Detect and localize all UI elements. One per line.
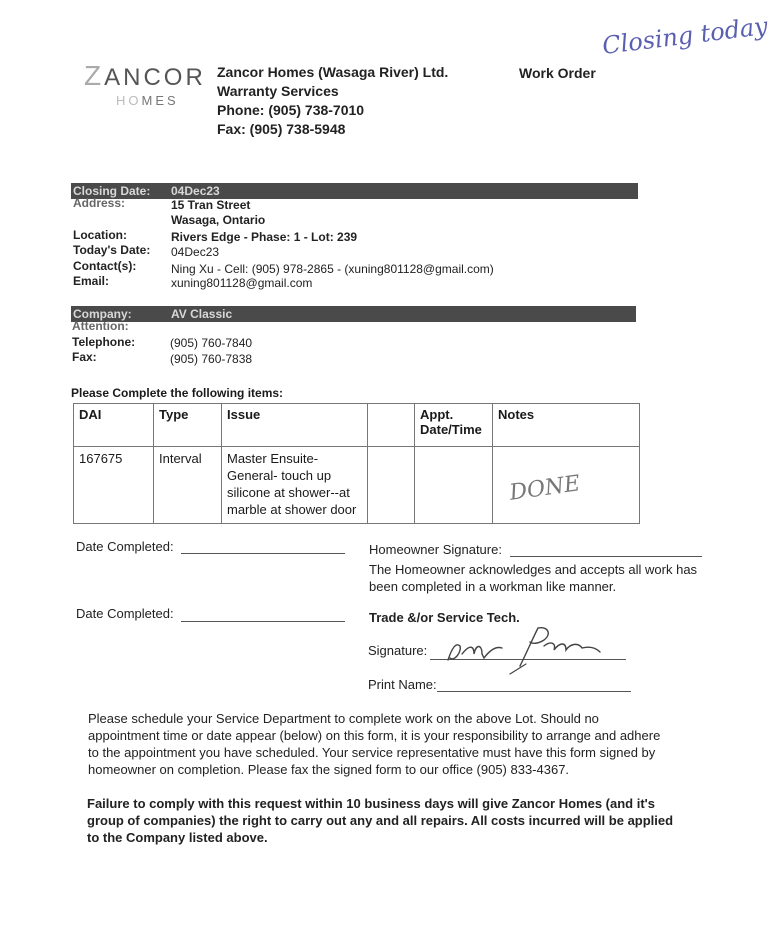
header-appt: Appt. Date/Time [415, 404, 493, 447]
done-handwriting [505, 461, 595, 511]
header-blank [368, 404, 415, 447]
warning-paragraph: Failure to comply with this request within 10 business days will give Zancor Homes (and it's group of companies) the right to carry out any and all repairs. All costs incurred will be applied to the Company listed above. [87, 796, 674, 845]
closing-date-bar [71, 183, 638, 199]
items-section-title: Please Complete the following items: [71, 386, 284, 400]
items-header-row [74, 404, 640, 447]
logo-sub-faded: HO [116, 93, 142, 108]
logo-sub-rest: MES [141, 93, 179, 108]
fax-value: (905) 760-7838 [170, 352, 253, 366]
address-line2: Wasaga, Ontario [171, 213, 266, 227]
cell-notes [493, 447, 640, 524]
telephone-label: Telephone: [72, 335, 136, 349]
handwritten-note-text: Closing today [600, 11, 770, 60]
company-bar-value: AV Classic [171, 307, 233, 321]
date-completed-line-2 [181, 621, 345, 622]
trade-tech-title: Trade &/or Service Tech. [369, 610, 520, 625]
instructions-paragraph: Please schedule your Service Department to complete work on the above Lot. Should no appointment time or date appear (below) on this form, it is your responsibility to arrange and adhere to the appointment you have scheduled. Your service representative must have this form signed by homeowner on completion. Please fax the signed form to our office (905) 833-4367. [88, 711, 661, 777]
done-handwriting-text: DONE [507, 471, 582, 506]
company-bar-label: Company: [73, 307, 132, 321]
homeowner-signature-label: Homeowner Signature: [369, 542, 502, 557]
cell-type: Interval [154, 447, 222, 524]
date-completed-label-2: Date Completed: [76, 606, 174, 621]
todays-date-value: 04Dec23 [171, 245, 220, 259]
contacts-label: Contact(s): [73, 259, 137, 273]
date-completed-line-1 [181, 553, 345, 554]
company-department: Warranty Services [217, 83, 339, 99]
todays-date-label: Today's Date: [73, 243, 151, 257]
closing-date-label: Closing Date: [73, 184, 151, 198]
location-value: Rivers Edge - Phase: 1 - Lot: 239 [171, 230, 358, 244]
date-completed-label-1: Date Completed: [76, 539, 174, 554]
location-label: Location: [73, 228, 127, 242]
table-row [74, 447, 640, 524]
cell-dai: 167675 [74, 447, 154, 524]
fax-label: Fax: [72, 350, 97, 364]
telephone-value: (905) 760-7840 [170, 336, 253, 350]
logo-letters: ANCOR [104, 64, 206, 91]
print-name-label: Print Name: [368, 677, 437, 692]
zancor-logo-sub [116, 93, 179, 108]
tech-signature-scribble [440, 618, 610, 680]
zancor-logo-word [84, 60, 206, 92]
header-dai: DAI [74, 404, 154, 447]
print-name-line [437, 691, 631, 692]
header-notes: Notes [493, 404, 640, 447]
signature-label: Signature: [368, 643, 428, 658]
email-value: xuning801128@gmail.com [171, 276, 313, 290]
company-phone: Phone: (905) 738-7010 [217, 102, 365, 118]
cell-appt [415, 447, 493, 524]
homeowner-acknowledgement: The Homeowner acknowledges and accepts all work has been completed in a workman like manner. [369, 562, 698, 594]
document-title: Work Order [519, 65, 596, 81]
header-issue: Issue [222, 404, 368, 447]
company-name: Zancor Homes (Wasaga River) Ltd. [217, 64, 449, 80]
handwritten-note [600, 11, 770, 60]
company-bar [71, 306, 636, 322]
header-type: Type [154, 404, 222, 447]
company-header [217, 63, 448, 139]
cell-blank [368, 447, 415, 524]
company-fax: Fax: (905) 738-5948 [217, 121, 346, 137]
logo-letter-z: Z [84, 60, 105, 91]
address-label: Address: [73, 196, 126, 210]
address-line1: 15 Tran Street [171, 198, 251, 212]
email-label: Email: [73, 274, 110, 288]
items-table [73, 403, 640, 524]
homeowner-signature-line [510, 556, 702, 557]
cell-issue: Master Ensuite- General- touch up silicone at shower--at marble at shower door [222, 447, 368, 524]
attention-label: Attention: [72, 319, 129, 333]
closing-date-value: 04Dec23 [171, 184, 220, 198]
contacts-value: Ning Xu - Cell: (905) 978-2865 - (xuning801128@gmail.com) [171, 262, 494, 276]
